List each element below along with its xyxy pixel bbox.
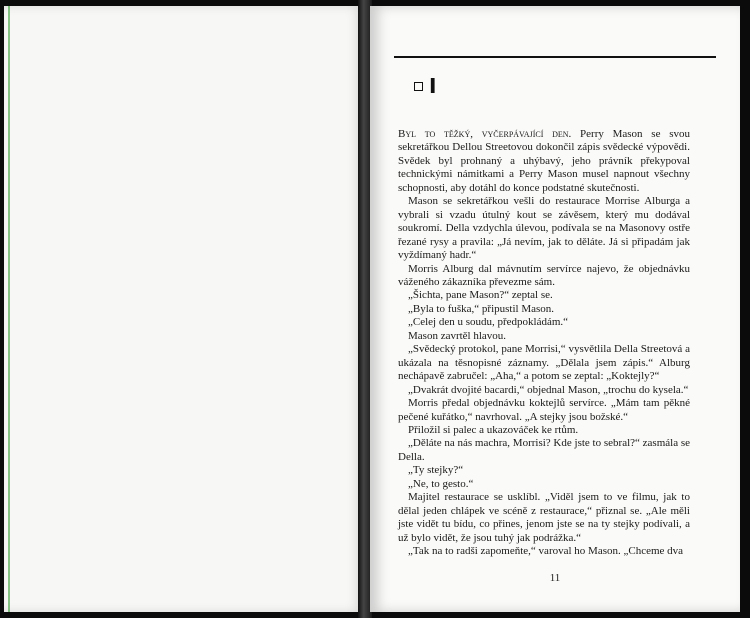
paragraph: Morris předal objednávku koktejlů servírce. „Mám tam pěkné pečené kuřátko,“ navrhoval. „A stejky jsou božské.“ [398,397,690,423]
paragraph: Mason zavrtěl hlavou. [408,329,507,342]
paragraph: „Celej den u soudu, předpokládám.“ [408,316,569,329]
paragraph: „Tak na to radši zapomeňte,“ varoval ho Mason. „Chceme dva [408,545,684,558]
chapter-heading [414,76,435,96]
paragraph: „Ne, to gesto.“ [408,477,474,490]
paragraph: Majitel restaurace se usklíbl. „Viděl jsem to ve filmu, jak to dělal jeden chlápek ve scéně z restaurace,“ přiznal se. „Ale měli jste vidět tu bídu, co přines, jenom jste se na ty stejky podívali, a už bylo vidět, že jsou tuhý jak podrážka.“ [398,491,690,544]
chapter-number: I [429,74,436,98]
body-text [398,128,690,559]
chapter-rule [394,56,716,58]
paragraph: Mason se sekretářkou vešli do restaurace Morrise Alburga a vybrali si vzadu útulný kout se závěsem, který mu dodával soukromí. Della vzdychla úlevou, podívala se na Masonovy ostře řezané rysy a pravila: „Já nevím, jak to děláte. Já si připadám jak vyždímaný hadr.“ [398,195,690,262]
left-page-blank [4,6,362,612]
opening-rest: Perry Mason se svou sekretářkou Dellou Streetovou dokončil zápis svědecké výpovědi. Svědek byl prohnaný a uhýbavý, jeho právník překypoval technickými námitkami a Perry Mason musel napnout všechny schopnosti, aby dotáhl do konce podstatné skutečnosti. [398,128,690,194]
paragraph: „Dvakrát dvojité bacardi,“ objednal Mason, „trochu do kysela.“ [408,383,689,396]
paragraph: „Ty stejky?“ [408,464,464,477]
paragraph: Přiložil si palec a ukazováček ke rtům. [408,423,579,436]
paragraph: „Byla to fuška,“ připustil Mason. [408,302,555,315]
paragraph: „Děláte na nás machra, Morrisi? Kde jste to sebral?“ zasmála se Della. [398,437,690,463]
paragraph: Morris Alburg dal mávnutím servírce najevo, že objednávku váženého zákazníka převezme sám. [398,262,690,288]
page-edge-stripe [8,6,10,612]
opening-paragraph [398,128,690,195]
opening-small-caps: Byl to těžký, vyčerpávající den. [398,128,572,140]
paragraph: „Svědecký protokol, pane Morrisi,“ vysvětlila Della Streetová a ukázala na těsnopisné záznamy. „Dělala jsem zápis.“ Alburg nechápavě zabručel: „Aha,“ a potom se zeptal: „Koktejly?“ [398,343,690,383]
page-number: 11 [549,572,561,584]
right-page [370,6,740,612]
paragraph: „Šichta, pane Mason?“ zeptal se. [408,289,553,302]
chapter-square-ornament [414,82,423,91]
